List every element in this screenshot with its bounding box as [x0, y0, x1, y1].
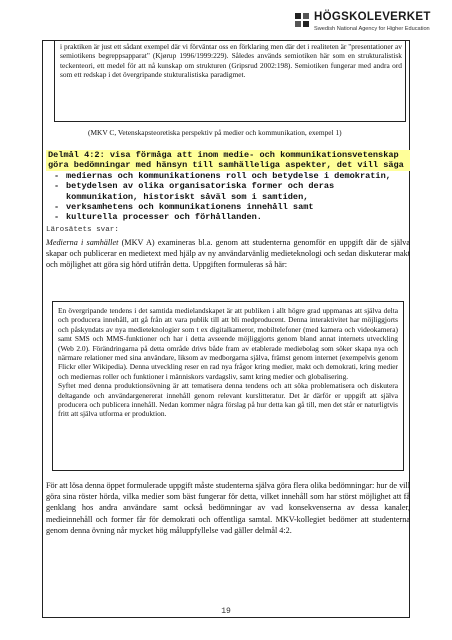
task-text	[58, 306, 398, 419]
criterion-block	[46, 150, 410, 223]
criterion-list	[46, 171, 410, 223]
criterion-item: - verksamhetens och kommunikationens innehåll samt	[46, 202, 410, 212]
criterion-item: - betydelsen av olika organisatoriska former och deras kommunikation, historiskt såväl som i samtiden,	[46, 181, 410, 202]
hogskoleverket-logo	[294, 8, 434, 40]
logo-emblem-icon	[294, 12, 310, 28]
logo-name: HÖGSKOLEVERKET	[314, 11, 431, 23]
quoted-excerpt-text: i praktiken är just ett sådant exempel där vi förväntar oss en förklaring men där det i realiteten är "presentationer av semiotikens begreppsapparat" (Kjørup 1996/1999:229). Således används semiotiken här som en strukturalistisk teckenteori, ett medel för att nå kunskap om strukturen (Gripsrud 2002:198). Semiotiken fungerar med andra ord som ett redskap i det övergripande stukturalistiska paradigmet.	[60, 42, 402, 80]
course-code: (MKV A)	[118, 238, 158, 247]
task-paragraph: En övergripande tendens i det samtida medielandskapet är att publiken i allt högre grad uppmanas att själva delta och producera innehåll, att gå från att vara publik till att bli medproducent. Denna interaktivitet har möjliggjorts och påskyndats av nya medieteknologier som t ex digitalkameror, mobiltelefoner (med kamera och videokamera) samt SMS och MMS-funktioner och har i detta avseende möjliggjorts genom bland annat internets utveckling (Web 2.0). Förändringarna på detta område drivs både fram av etablerade mediebolag som söker skapa nya och närmare relationer med sina användare, liksom av medborgarna själva, främst genom internet (exempelvis genom Flickr eller Wikipedia). Denna utveckling reser en rad nya frågor kring medier, makt och demokrati, kring medier och mediernas roller och funktioner i människors vardagsliv, samt kring medier och globalisering.	[58, 306, 398, 381]
course-title: Medierna i samhället	[46, 238, 119, 247]
task-paragraph: Syftet med denna produktionsövning är att tematisera denna tendens och att söka problematisera och diskutera deltagande och användargenererat innehåll genom relevant kurslitteratur. Det är därför er uppgift att själva producera och publicera innehåll. Nedan kommer några förslag på hur detta kan gå till, men det står er naturligtvis fritt att själva utforma er produktion.	[58, 381, 398, 419]
answer-text: examineras bl.a. genom att studenterna genomför en uppgift där de själva skapar och publicerar en medietext med hjälp av ny användarvänlig medieteknologi och sedan diskuterar makt och möjlighet att göra sig hörd utifrån detta. Uppgiften formuleras så här:	[46, 238, 410, 270]
criterion-heading: Delmål 4:2: visa förmåga att inom medie- och kommunikationsvetenskap göra bedömningar med hänsyn till samhälleliga aspekter, det vill säga	[46, 150, 410, 171]
criterion-item: - mediernas och kommunikationens roll och betydelse i demokratin,	[46, 171, 410, 181]
answer-label: Lärosätets svar:	[46, 226, 119, 234]
page-number: 19	[221, 607, 231, 616]
assessment-paragraph: För att lösa denna öppet formulerade uppgift måste studenterna själva göra flera olika bedömningar: hur de vill göra sina röster hörda, vilka medier som bäst fungerar för detta, vilket innehåll som har störst möjlighet att få genklang hos andra användare samt också bedömningar av vad konsekvenserna av dessa kanaler, medieinnehåll och former får för demokrati och offentliga samtal. MKV-kollegiet bedömer att studenterna genom denna övning når mycket hög måluppfyllelse vad gäller delmål 4:2.	[46, 481, 410, 535]
logo-subtitle: Swedish National Agency for Higher Education	[314, 26, 430, 32]
quoted-excerpt-citation: (MKV C, Vetenskapsteoretiska perspektiv på medier och kommunikation, exempel 1)	[88, 128, 342, 137]
answer-body	[46, 237, 410, 271]
criterion-item: - kulturella processer och förhållanden.	[46, 212, 410, 222]
